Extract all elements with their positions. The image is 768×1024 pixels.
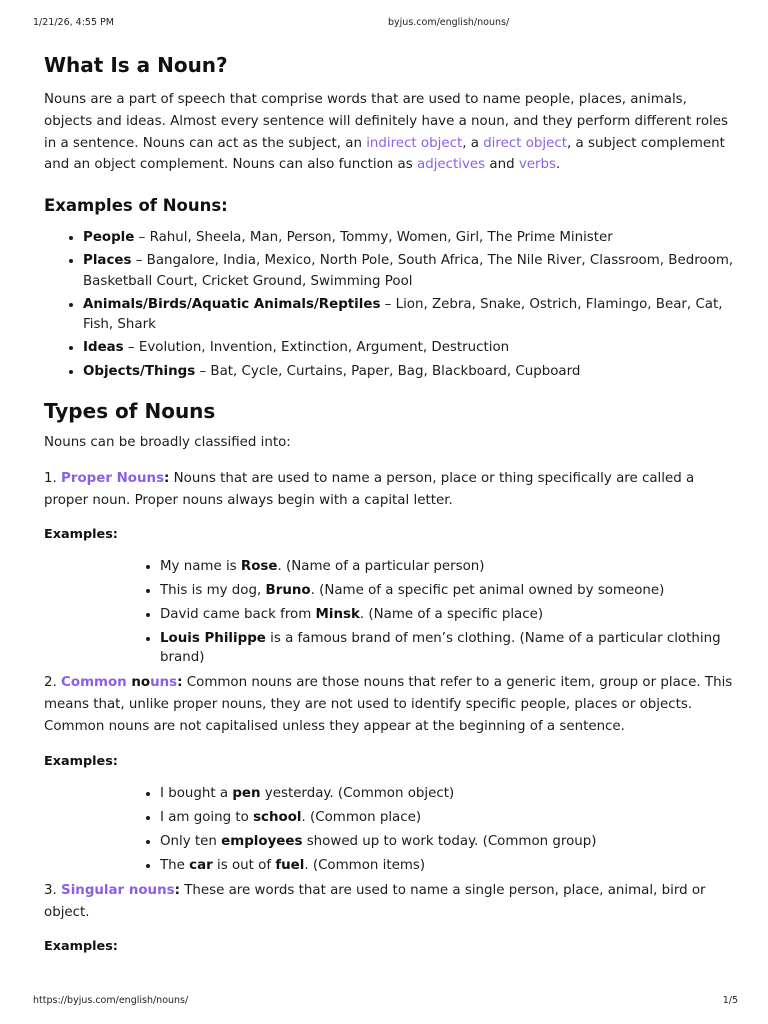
list-item: • This is my dog, Bruno. (Name of a specific pet animal owned by someone): [160, 581, 734, 600]
print-url-header: byjus.com/english/nouns/: [388, 17, 510, 28]
link-common-nouns-a[interactable]: Common: [61, 675, 132, 691]
list-item: • David came back from Minsk. (Name of a specific place): [160, 605, 734, 624]
page-number: 1/5: [722, 995, 738, 1006]
list-item: • Places – Bangalore, India, Mexico, North Pole, South Africa, The Nile River, Classroom, Bedroom, Basketball Court, Cricket Ground, Swimming Pool: [83, 251, 734, 292]
list-item: • Objects/Things – Bat, Cycle, Curtains, Paper, Bag, Blackboard, Cupboard: [83, 362, 734, 383]
heading-types-of-nouns: Types of Nouns: [44, 399, 216, 424]
link-indirect-object[interactable]: indirect object: [366, 135, 463, 151]
list-item: • Only ten employees showed up to work today. (Common group): [160, 832, 734, 851]
link-common-nouns-b[interactable]: uns: [150, 675, 178, 691]
list-item: • Ideas – Evolution, Invention, Extinction, Argument, Destruction: [83, 338, 734, 359]
print-datetime: 1/21/26, 4:55 PM: [33, 17, 114, 28]
print-url-footer: https://byjus.com/english/nouns/: [33, 995, 189, 1006]
singular-nouns-paragraph: 3. Singular nouns: These are words that are used to name a single person, place, animal, bird or object.: [44, 882, 706, 920]
link-proper-nouns[interactable]: Proper Nouns: [61, 470, 165, 486]
list-item: • I bought a pen yesterday. (Common object): [160, 784, 734, 803]
noun-examples-list: [44, 228, 734, 382]
link-adjectives[interactable]: adjectives: [416, 157, 486, 173]
link-direct-object[interactable]: direct object: [483, 135, 567, 151]
article-content: [44, 52, 734, 954]
types-intro: Nouns can be broadly classified into:: [44, 435, 291, 451]
heading-examples-of-nouns: Examples of Nouns:: [44, 196, 228, 216]
list-item: • People – Rahul, Sheela, Man, Person, Tommy, Women, Girl, The Prime Minister: [83, 228, 734, 249]
list-item: • I am going to school. (Common place): [160, 808, 734, 827]
common-nouns-paragraph: 2. Common nouns: Common nouns are those nouns that refer to a generic item, group or place. This means that, unlike proper nouns, they are not used to identify specific people, places or objects. Common nouns are not capitalised unless they appear at the beginning of a sentence.: [44, 675, 733, 735]
examples-label: Examples:: [44, 753, 118, 769]
list-item: • Louis Philippe is a famous brand of men’s clothing. (Name of a particular clothing brand): [160, 629, 734, 667]
list-item: • My name is Rose. (Name of a particular person): [160, 557, 734, 576]
heading-what-is-noun: What Is a Noun?: [44, 53, 228, 77]
examples-label: Examples:: [44, 527, 118, 543]
proper-noun-examples: [44, 557, 734, 667]
link-singular-nouns[interactable]: Singular nouns: [61, 882, 175, 898]
link-verbs[interactable]: verbs: [518, 157, 556, 173]
proper-nouns-paragraph: 1. Proper Nouns: Nouns that are used to name a person, place or thing specifically are called a proper noun. Proper nouns always begin with a capital letter.: [44, 470, 695, 508]
list-item: • Animals/Birds/Aquatic Animals/Reptiles – Lion, Zebra, Snake, Ostrich, Flamingo, Bear, Cat, Fish, Shark: [83, 295, 734, 336]
list-item: • The car is out of fuel. (Common items): [160, 856, 734, 875]
examples-label: Examples:: [44, 939, 118, 955]
noun-definition-paragraph: Nouns are a part of speech that comprise words that are used to name people, places, animals, objects and ideas. Almost every sentence will definitely have a noun, and they perform different roles in a sentence. Nouns can act as the subject, an indirect object, a direct object, a subject complement and an object complement. Nouns can also function as adjectives and verbs.: [44, 92, 728, 173]
common-noun-examples: [44, 784, 734, 875]
